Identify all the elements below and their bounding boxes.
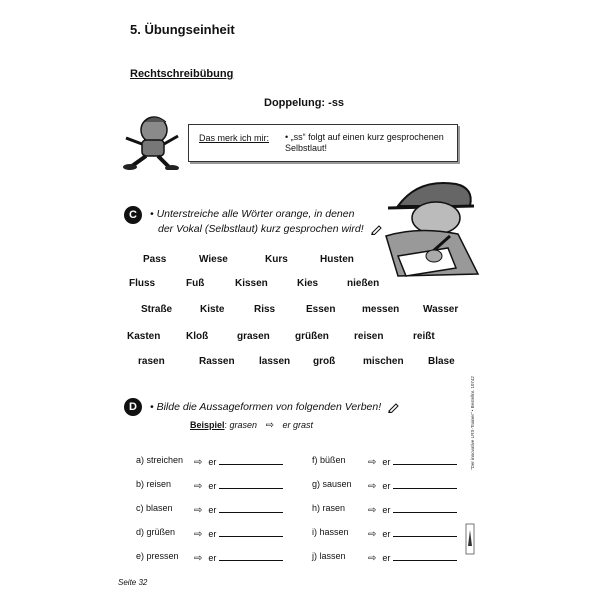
item-letter: a)	[136, 455, 145, 465]
word: Kloß	[186, 331, 209, 342]
item-verb: rasen	[322, 503, 346, 513]
exercise-c-marker: C	[124, 206, 142, 224]
writing-boy-illustration	[378, 176, 490, 284]
word: Riss	[254, 304, 276, 315]
word: lassen	[259, 356, 291, 367]
item-verb: lassen	[319, 551, 346, 561]
verb-item	[136, 503, 173, 513]
item-pronoun: er	[208, 553, 217, 563]
arrow-right-icon: ⇨	[194, 505, 203, 516]
item-pronoun: er	[382, 529, 391, 539]
answer-blank[interactable]	[393, 455, 457, 465]
item-verb: grüßen	[146, 527, 176, 537]
verb-item	[312, 479, 352, 489]
word: Kissen	[235, 278, 268, 289]
word: Straße	[141, 304, 173, 315]
publisher-logo	[464, 520, 476, 560]
word: reisen	[354, 331, 384, 342]
running-boy-illustration	[112, 112, 186, 170]
word: Kurs	[265, 254, 288, 265]
item-pronoun: er	[208, 529, 217, 539]
example-label: Beispiel	[190, 420, 225, 430]
answer-blank[interactable]	[219, 455, 283, 465]
arrow-right-icon: ⇨	[368, 481, 377, 492]
word: grüßen	[295, 331, 329, 342]
item-verb: reisen	[146, 479, 172, 489]
item-pronoun: er	[382, 481, 391, 491]
word: mischen	[363, 356, 404, 367]
item-letter: g)	[312, 479, 321, 489]
item-letter: b)	[136, 479, 145, 489]
item-letter: f)	[312, 455, 318, 465]
verb-item	[136, 479, 171, 489]
item-pronoun: er	[382, 457, 391, 467]
exercise-d-instruction: • Bilde die Aussageformen von folgenden Verben!	[150, 401, 382, 413]
answer-row	[188, 527, 283, 540]
item-letter: h)	[312, 503, 321, 513]
exercise-c-line-2: der Vokal (Selbstlaut) kurz gesprochen wird!	[158, 223, 364, 235]
item-pronoun: er	[382, 553, 391, 563]
exercise-c-line-1: • Unterstreiche alle Wörter orange, in denen	[150, 208, 355, 220]
word: Fuß	[186, 278, 205, 289]
answer-blank[interactable]	[219, 479, 283, 489]
arrow-right-icon: ⇨	[194, 529, 203, 540]
rule-label: Das merk ich mir:	[199, 133, 270, 143]
arrow-right-icon: ⇨	[368, 553, 377, 564]
item-verb: büßen	[320, 455, 346, 465]
word: Pass	[143, 254, 167, 265]
answer-blank[interactable]	[219, 527, 283, 537]
word: Husten	[320, 254, 354, 265]
page-title: 5. Übungseinheit	[130, 22, 235, 37]
item-pronoun: er	[208, 457, 217, 467]
answer-row	[188, 479, 283, 492]
answer-blank[interactable]	[219, 551, 283, 561]
answer-row	[188, 551, 283, 564]
answer-row	[188, 503, 283, 516]
item-verb: sausen	[322, 479, 352, 489]
verb-item	[136, 455, 183, 465]
section-heading: Rechtschreibübung	[130, 68, 234, 80]
word: Wasser	[423, 304, 459, 315]
item-letter: d)	[136, 527, 145, 537]
answer-row	[362, 455, 457, 468]
word: Fluss	[129, 278, 156, 289]
word: nießen	[347, 278, 380, 289]
topic-heading: Doppelung: -ss	[264, 97, 345, 109]
answer-row	[362, 479, 457, 492]
arrow-right-icon: ⇨	[194, 457, 203, 468]
item-letter: j)	[312, 551, 317, 561]
exercise-d-marker: D	[124, 398, 142, 416]
word: grasen	[237, 331, 270, 342]
item-pronoun: er	[208, 481, 217, 491]
exercise-d-instruction-row	[150, 400, 399, 415]
arrow-right-icon: ⇨	[194, 481, 203, 492]
arrow-right-icon: ⇨	[368, 505, 377, 516]
exercise-c-instruction	[150, 207, 382, 237]
word: Kasten	[127, 331, 161, 342]
verb-item	[312, 551, 346, 561]
verb-item	[136, 551, 179, 561]
arrow-right-icon: ⇨	[265, 420, 274, 431]
word: Kies	[297, 278, 319, 289]
answer-blank[interactable]	[393, 551, 457, 561]
item-verb: pressen	[146, 551, 179, 561]
item-letter: e)	[136, 551, 145, 561]
answer-blank[interactable]	[393, 503, 457, 513]
rule-text: • „ss“ folgt auf einen kurz gesprochenen Selbstlaut!	[285, 132, 444, 153]
example-from: grasen	[229, 420, 258, 430]
answer-blank[interactable]	[219, 503, 283, 513]
answer-row	[362, 503, 457, 516]
verb-item	[136, 527, 175, 537]
answer-blank[interactable]	[393, 479, 457, 489]
arrow-right-icon: ⇨	[368, 529, 377, 540]
arrow-right-icon: ⇨	[368, 457, 377, 468]
word: Essen	[306, 304, 336, 315]
pencil-icon	[387, 401, 399, 413]
verb-item	[312, 503, 345, 513]
rule-box	[188, 124, 458, 162]
verb-item	[312, 527, 349, 537]
word: Wiese	[199, 254, 228, 265]
word: Rassen	[199, 356, 235, 367]
answer-row	[188, 455, 283, 468]
verb-item	[312, 455, 346, 465]
side-publisher-text: "Der innovative LRS-Trainer" • Bestellnr. 10742	[470, 376, 475, 470]
answer-row	[362, 551, 457, 564]
word: Blase	[428, 356, 455, 367]
answer-row	[362, 527, 457, 540]
answer-blank[interactable]	[393, 527, 457, 537]
example-line: Beispiel: grasen ⇨ er grast	[190, 420, 313, 431]
item-verb: blasen	[146, 503, 173, 513]
word: groß	[313, 356, 336, 367]
word: rasen	[138, 356, 165, 367]
arrow-right-icon: ⇨	[194, 553, 203, 564]
item-letter: i)	[312, 527, 317, 537]
item-verb: hassen	[319, 527, 349, 537]
word: reißt	[413, 331, 435, 342]
item-letter: c)	[136, 503, 144, 513]
item-pronoun: er	[208, 505, 217, 515]
page-number: Seite 32	[118, 578, 148, 587]
item-verb: streichen	[146, 455, 184, 465]
item-pronoun: er	[382, 505, 391, 515]
example-to: er grast	[282, 420, 313, 430]
word: Kiste	[200, 304, 225, 315]
word: messen	[362, 304, 400, 315]
